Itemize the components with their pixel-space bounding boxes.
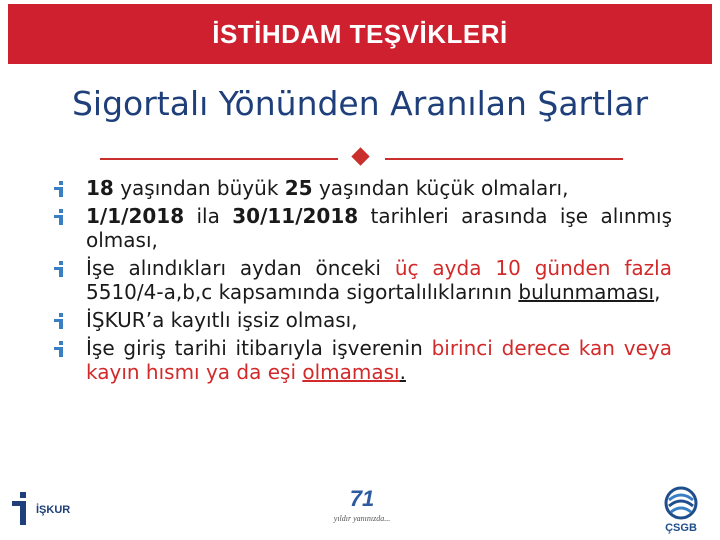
list-item [52,308,672,332]
iskur-logo [10,492,90,532]
banner-title: İSTİHDAM TEŞVİKLERİ [212,18,508,49]
anniversary-logo [322,488,402,534]
title-divider-left [100,158,338,160]
list-item [52,176,672,200]
anniversary-number: 71 [349,486,375,511]
list-item-text: İşe giriş tarihi itibarıyla işverenin birinci derece kan veya kayın hısmı ya da eşi olmaması. [86,336,672,384]
slide-title: Sigortalı Yönünden Aranılan Şartlar [71,84,649,123]
anniversary-tagline: yıldır yanınızda... [333,514,391,523]
list-item-text: 1/1/2018 ila 30/11/2018 tarihleri arasında işe alınmış olması, [86,204,672,252]
csgb-logo [650,486,712,534]
conditions-list [52,176,672,388]
title-divider-right [385,158,623,160]
info-bullet-icon [52,308,86,332]
csgb-emblem-icon [661,486,701,520]
list-item [52,256,672,304]
info-bullet-icon [52,176,86,200]
iskur-logo-text: İŞKUR [36,504,71,516]
list-item-text: İŞKUR’a kayıtlı işsiz olması, [86,308,358,332]
list-item-text: 18 yaşından büyük 25 yaşından küçük olmaları, [86,176,569,200]
csgb-logo-text: ÇSGB [665,522,697,534]
info-bullet-icon [52,256,86,280]
header-banner [8,4,712,64]
info-bullet-icon [52,204,86,228]
diamond-ornament-icon [351,147,369,165]
list-item-text: İşe alındıkları aydan önceki üç ayda 10 günden fazla 5510/4-a,b,c kapsamında sigortalılıklarının bulunmaması, [86,256,672,304]
list-item [52,336,672,384]
iskur-logo-icon [10,492,32,528]
info-bullet-icon [52,336,86,360]
list-item [52,204,672,252]
